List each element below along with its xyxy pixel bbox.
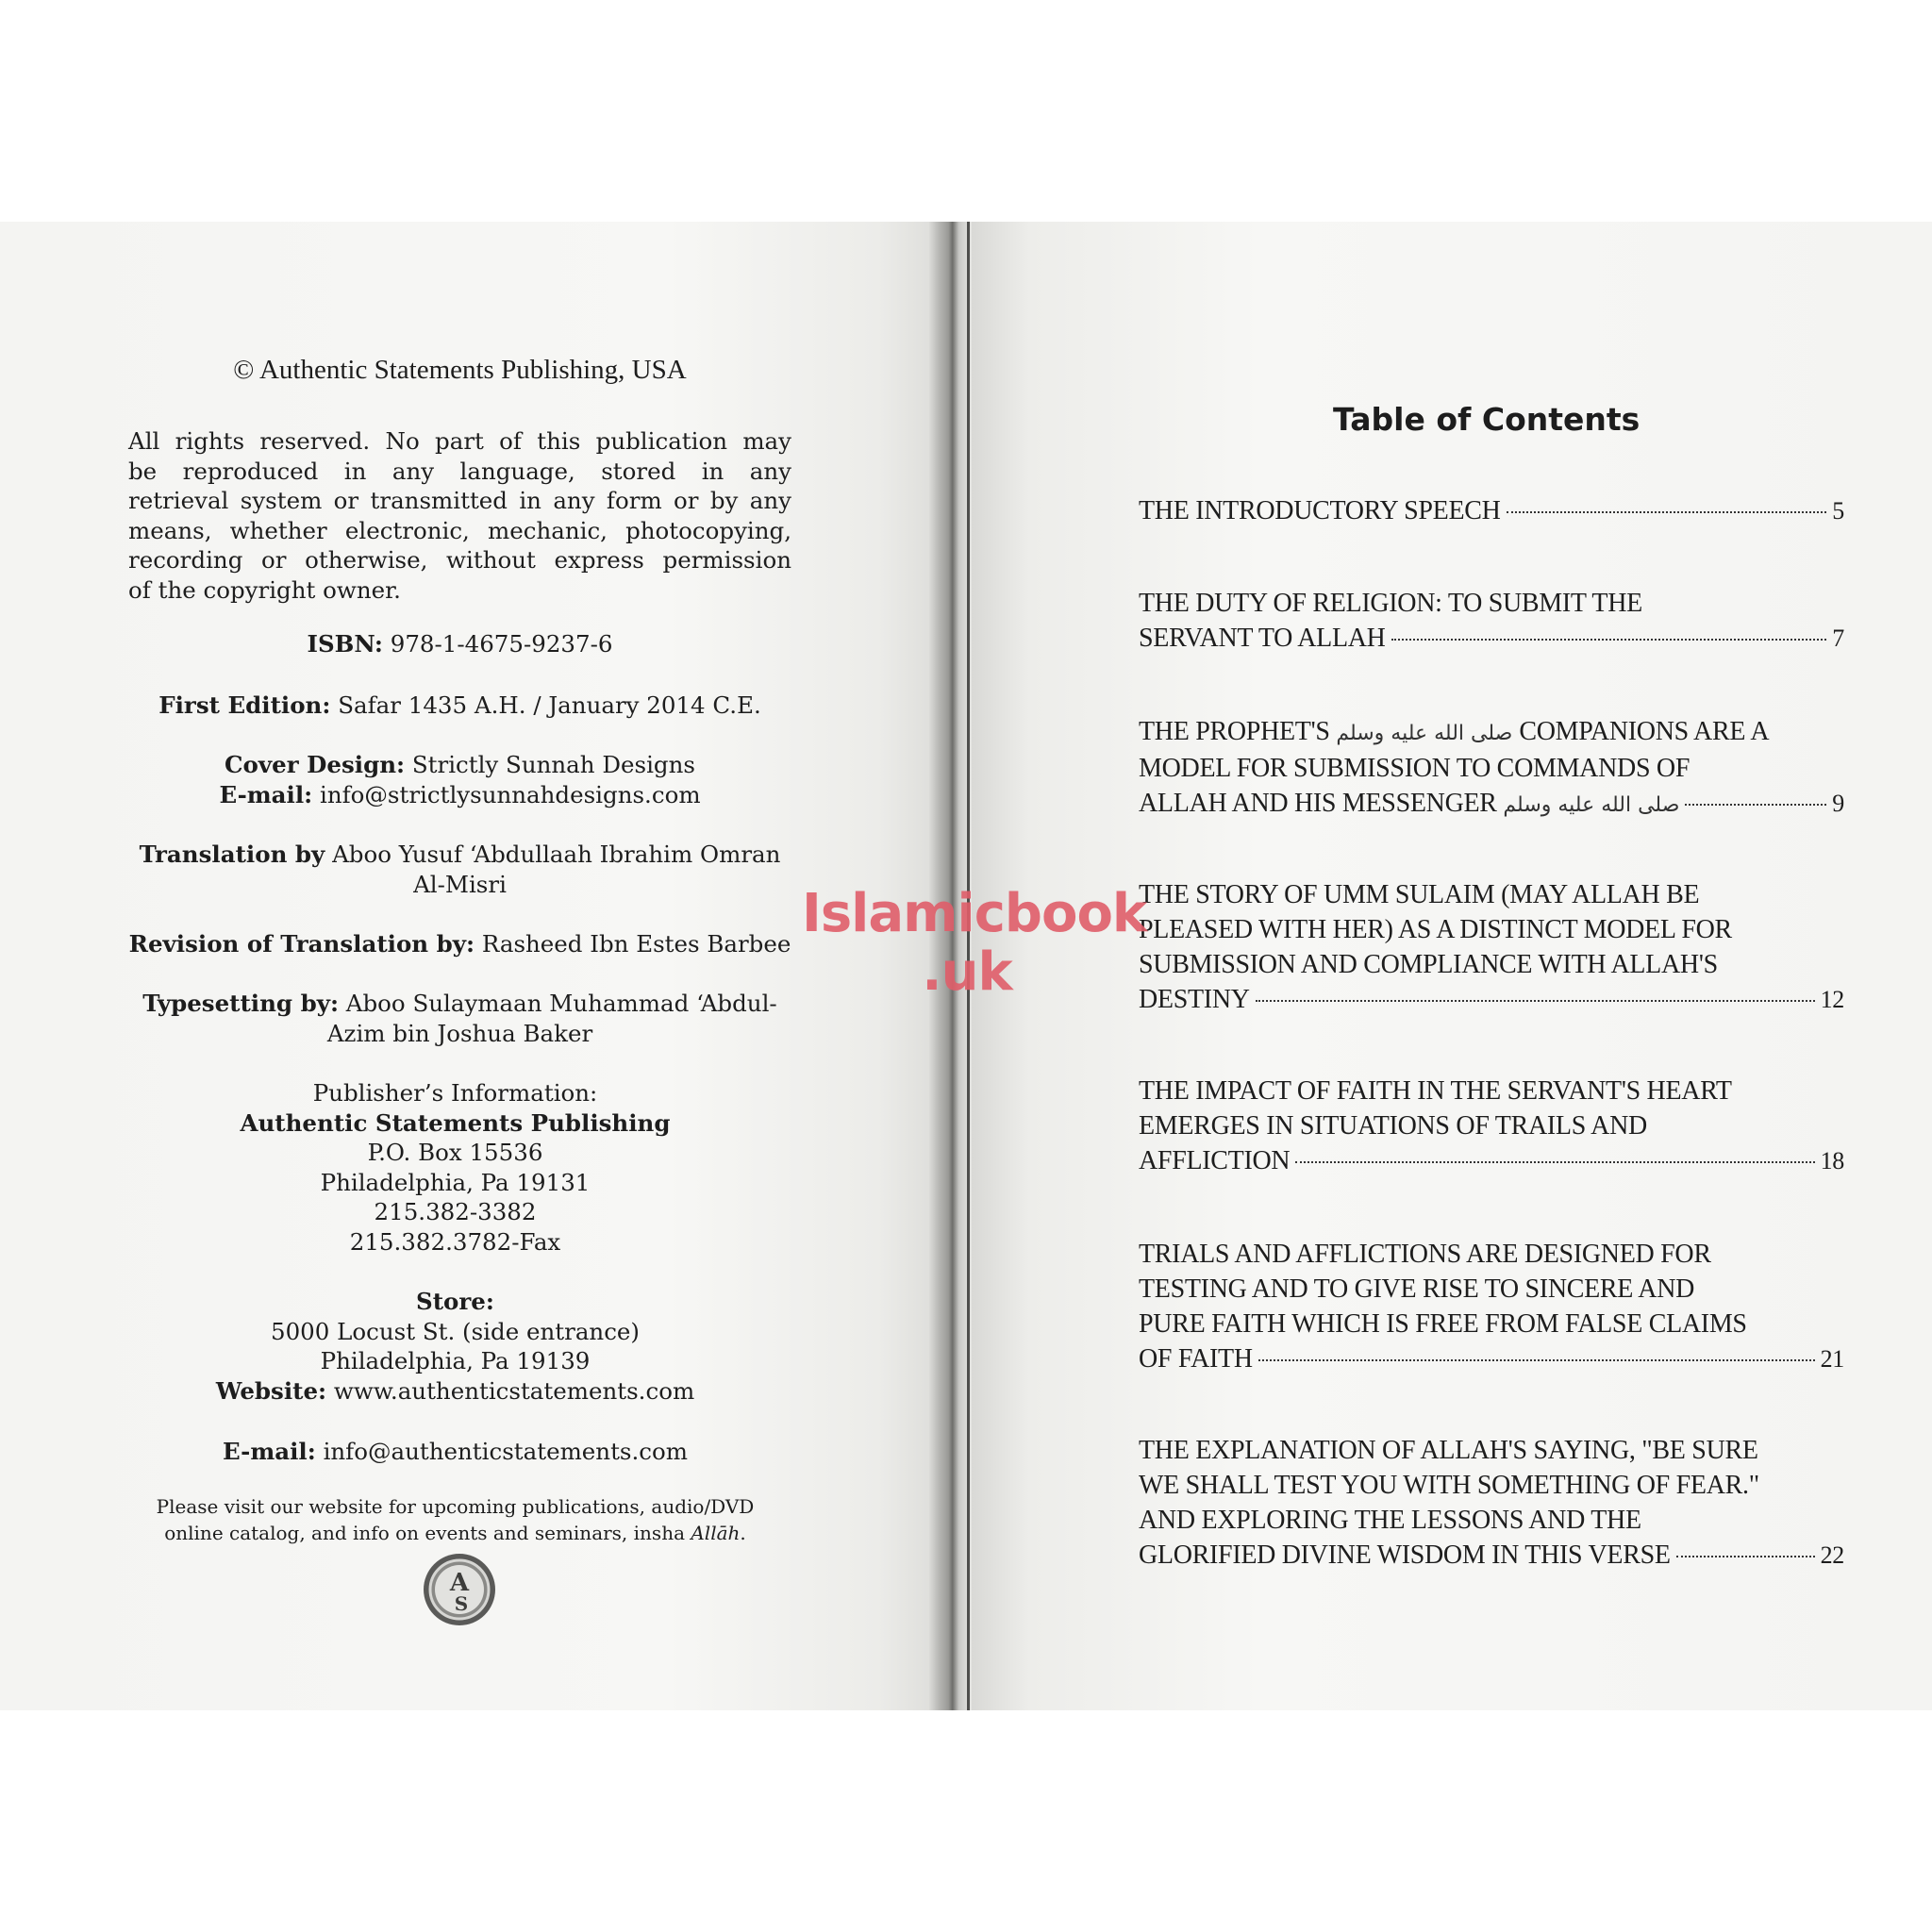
- salutation-glyph: صلى الله عليه وسلم: [1336, 722, 1513, 745]
- toc-entry-text: OF FAITH: [1139, 1344, 1253, 1374]
- toc-leader: [1256, 1000, 1815, 1002]
- toc-entry-text: COMPANIONS ARE A: [1519, 717, 1770, 746]
- rights-line: All rights reserved. No part of this publication may: [128, 427, 791, 455]
- toc-page-number: 21: [1820, 1345, 1844, 1373]
- toc-entry-text: WE SHALL TEST YOU WITH SOMETHING OF FEAR.": [1139, 1471, 1759, 1500]
- visit-line: Please visit our website for upcoming publications, audio/DVD: [156, 1495, 755, 1518]
- salutation-glyph: صلى الله عليه وسلم: [1503, 793, 1680, 817]
- toc-leader: [1391, 639, 1827, 641]
- isbn: [108, 629, 811, 659]
- publisher-heading: Publisher’s Information:: [312, 1079, 598, 1107]
- publisher-line: Philadelphia, Pa 19131: [320, 1168, 591, 1196]
- toc-leader: [1258, 1359, 1815, 1361]
- publisher-logo-icon: [422, 1552, 497, 1627]
- first-edition: [108, 691, 811, 721]
- toc-leader: [1507, 511, 1827, 513]
- toc-page-number: 18: [1820, 1147, 1844, 1174]
- toc-page-number: 22: [1820, 1541, 1844, 1569]
- rights-line: of the copyright owner.: [128, 575, 401, 604]
- cover-value: Strictly Sunnah Designs: [405, 751, 695, 778]
- toc-entry-text: THE STORY OF UMM SULAIM (MAY ALLAH BE: [1139, 880, 1700, 909]
- website-label: Website:: [215, 1376, 327, 1405]
- toc-leader: [1676, 1556, 1815, 1557]
- toc-entry-text: EMERGES IN SITUATIONS OF TRAILS AND: [1139, 1111, 1647, 1141]
- visit-line: online catalog, and info on events and seminars, insha: [164, 1522, 691, 1544]
- logo-letter-s: S: [454, 1592, 469, 1615]
- cover-email-value: info@strictlysunnahdesigns.com: [312, 780, 701, 808]
- toc-entry-text: THE IMPACT OF FAITH IN THE SERVANT'S HEART: [1139, 1076, 1732, 1106]
- toc-title: Table of Contents: [1333, 401, 1641, 438]
- contact-email: [104, 1437, 807, 1467]
- typesetting-value: Aboo Sulaymaan Muhammad ‘Abdul-: [339, 990, 777, 1017]
- toc-leader: [1295, 1161, 1814, 1163]
- toc-entry-text: THE EXPLANATION OF ALLAH'S SAYING, "BE SURE: [1139, 1436, 1758, 1465]
- isbn-value: 978-1-4675-9237-6: [382, 630, 613, 658]
- revision-value: Rasheed Ibn Estes Barbee: [475, 930, 791, 958]
- copyright-notice: © Authentic Statements Publishing, USA: [233, 355, 687, 385]
- email-value: info@authenticstatements.com: [315, 1438, 688, 1465]
- translation-value: Aboo Yusuf ‘Abdullaah Ibrahim Omran: [325, 841, 781, 868]
- rights-line: recording or otherwise, without express permission: [128, 546, 791, 574]
- toc-entry-text: DESTINY: [1139, 985, 1250, 1014]
- watermark-line: Islamicbook: [802, 883, 1147, 944]
- toc-entry-text: AND EXPLORING THE LESSONS AND THE: [1139, 1506, 1641, 1535]
- toc-entry-text: PURE FAITH WHICH IS FREE FROM FALSE CLAIMS: [1139, 1309, 1747, 1339]
- toc-entry-text: TRIALS AND AFFLICTIONS ARE DESIGNED FOR: [1139, 1240, 1711, 1269]
- visit-allah: Allāh: [691, 1522, 741, 1544]
- toc-entry-text: PLEASED WITH HER) AS A DISTINCT MODEL FOR: [1139, 915, 1732, 944]
- typesetting-credit: [108, 989, 811, 1048]
- translation-value-cont: Al-Misri: [413, 870, 507, 898]
- rights-statement: [128, 426, 791, 605]
- website-value: www.authenticstatements.com: [326, 1376, 695, 1405]
- revision-credit: [108, 929, 811, 959]
- translation-credit: [108, 840, 811, 899]
- toc-entry: [1139, 1074, 1844, 1178]
- toc-entry: [1139, 714, 1844, 823]
- toc-entry-text: SERVANT TO ALLAH: [1139, 624, 1386, 653]
- visit-end: .: [740, 1522, 746, 1544]
- toc-page-number: 9: [1832, 790, 1844, 817]
- toc-page-number: 7: [1832, 625, 1844, 652]
- publisher-line: P.O. Box 15536: [367, 1139, 543, 1166]
- toc-entry-text: ALLAH AND HIS MESSENGER: [1139, 789, 1497, 818]
- toc-entry: [1139, 586, 1844, 656]
- store-info: [104, 1287, 807, 1406]
- toc-entry: [1139, 877, 1844, 1017]
- toc-entry-text: TESTING AND TO GIVE RISE TO SINCERE AND: [1139, 1274, 1695, 1304]
- typesetting-label: Typesetting by:: [142, 990, 339, 1017]
- store-line: Philadelphia, Pa 19139: [320, 1347, 591, 1374]
- rights-line: retrieval system or transmitted in any form or by any: [128, 487, 791, 514]
- edition-value: Safar 1435 A.H. / January 2014 C.E.: [330, 691, 761, 719]
- visit-note: [104, 1493, 807, 1546]
- translation-label: Translation by: [139, 841, 325, 868]
- isbn-label: ISBN:: [307, 630, 383, 658]
- toc-entry-text: AFFLICTION: [1139, 1146, 1291, 1175]
- toc-leader: [1685, 804, 1826, 806]
- rights-line: be reproduced in any language, stored in any: [128, 457, 791, 485]
- typesetting-value-cont: Azim bin Joshua Baker: [326, 1019, 593, 1047]
- email-label: E-mail:: [223, 1438, 316, 1465]
- publisher-info: [104, 1078, 807, 1257]
- toc-entry-text: SUBMISSION AND COMPLIANCE WITH ALLAH'S: [1139, 950, 1718, 979]
- toc-page-number: 12: [1820, 986, 1844, 1013]
- store-label: Store:: [416, 1288, 494, 1315]
- toc-entry: [1139, 1237, 1844, 1376]
- rights-line: means, whether electronic, mechanic, photocopying,: [128, 516, 791, 544]
- logo-letter-a: A: [449, 1569, 470, 1597]
- publisher-line: 215.382-3382: [374, 1198, 537, 1225]
- toc-entry: [1139, 493, 1844, 528]
- toc-entry-text: MODEL FOR SUBMISSION TO COMMANDS OF: [1139, 754, 1690, 783]
- edition-label: First Edition:: [158, 691, 331, 719]
- revision-label: Revision of Translation by:: [128, 930, 475, 958]
- toc-entry-text: THE PROPHET'S: [1139, 717, 1330, 746]
- toc-page-number: 5: [1832, 497, 1844, 525]
- toc-entry-text: THE INTRODUCTORY SPEECH: [1139, 496, 1501, 525]
- store-line: 5000 Locust St. (side entrance): [270, 1317, 640, 1345]
- toc-entry-text: THE DUTY OF RELIGION: TO SUBMIT THE: [1139, 589, 1642, 618]
- publisher-line: 215.382.3782-Fax: [349, 1227, 561, 1256]
- cover-label: Cover Design:: [225, 751, 406, 778]
- watermark: [802, 883, 1147, 1003]
- cover-email-label: E-mail:: [219, 780, 313, 808]
- toc-entry: [1139, 1433, 1844, 1573]
- watermark-line: .uk: [922, 941, 1012, 1003]
- toc-entry-text: GLORIFIED DIVINE WISDOM IN THIS VERSE: [1139, 1541, 1671, 1570]
- cover-design: [108, 750, 811, 809]
- publisher-name: Authentic Statements Publishing: [240, 1108, 671, 1137]
